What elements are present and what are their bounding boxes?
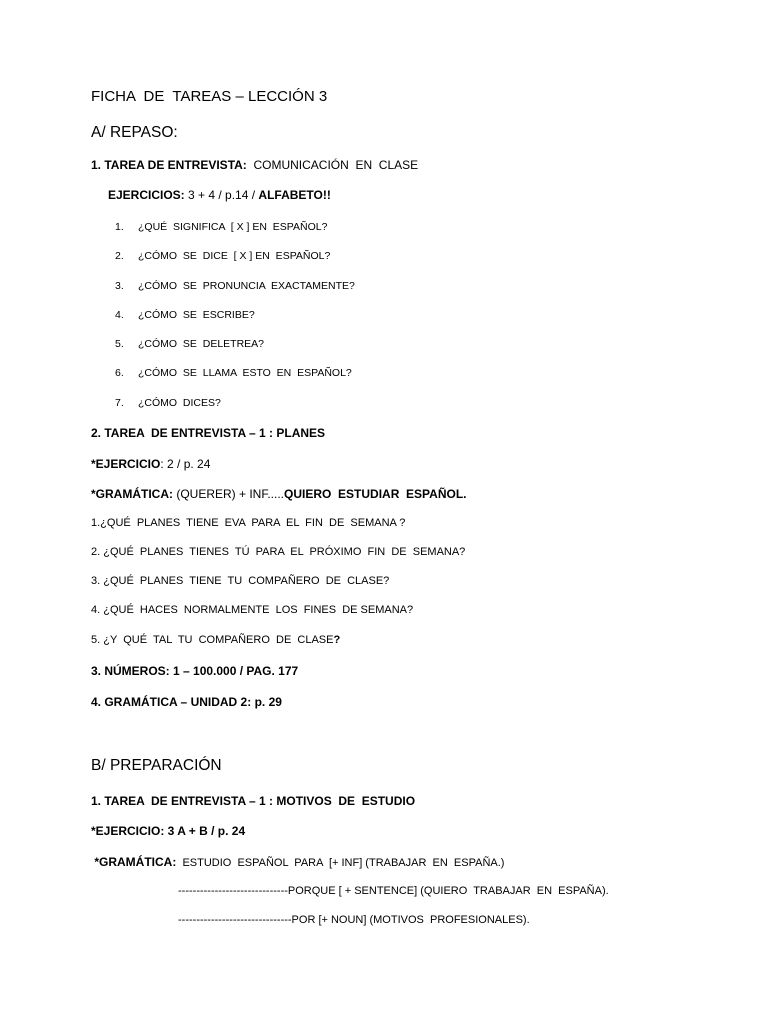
task-2-heading: 2. TAREA DE ENTREVISTA – 1 : PLANES (91, 426, 326, 440)
grammar-b-label: *GRAMÁTICA: (91, 855, 177, 869)
task-1-text: COMUNICACIÓN EN CLASE (246, 158, 419, 172)
exercises-bold-tail: ALFABETO!! (258, 188, 331, 202)
question-text: ¿CÓMO DICES? (138, 397, 221, 409)
question-text: ¿QUÉ SIGNIFICA [ X ] EN ESPAÑOL? (138, 221, 328, 233)
plan-question: 4. ¿QUÉ HACES NORMALMENTE LOS FINES DE SEMANA? (91, 604, 414, 616)
question-text: ¿CÓMO SE ESCRIBE? (138, 309, 255, 321)
plan-question: 3. ¿QUÉ PLANES TIENE TU COMPAÑERO DE CLASE? (91, 575, 390, 587)
grammar-label: *GRAMÁTICA: (91, 487, 173, 501)
question-number: 2. (115, 250, 124, 262)
question-text: ¿CÓMO SE DELETREA? (138, 338, 265, 350)
section-a-heading: A/ REPASO: (91, 124, 178, 141)
question-text: ¿CÓMO SE PRONUNCIA EXACTAMENTE? (138, 280, 355, 292)
question-number: 6. (115, 367, 124, 379)
grammar-text: (QUERER) + INF..... (173, 487, 285, 501)
task-1-label: 1. TAREA DE ENTREVISTA: (91, 158, 247, 172)
exercise-b-heading: *EJERCICIO: 3 A + B / p. 24 (91, 824, 246, 838)
task-1-line (91, 159, 418, 171)
exercise-2-label: *EJERCICIO (91, 457, 161, 471)
plan-question: 1.¿QUÉ PLANES TIENE EVA PARA EL FIN DE SEMANA ? (91, 517, 406, 529)
plan-question-text: 5. ¿Y QUÉ TAL TU COMPAÑERO DE CLASE (91, 634, 334, 646)
exercises-line (108, 189, 331, 201)
question-number: 3. (115, 280, 124, 292)
porque-line: ------------------------------PORQUE [ + SENTENCE] (QUIERO TRABAJAR EN ESPAÑA). (178, 885, 609, 897)
por-line: -------------------------------POR [+ NOUN] (MOTIVOS PROFESIONALES). (178, 914, 530, 926)
grammar-b-line (91, 856, 504, 869)
grammar-b-text: ESTUDIO ESPAÑOL PARA [+ INF] (TRABAJAR EN ESPAÑA.) (176, 857, 505, 869)
question-number: 7. (115, 397, 124, 409)
exercise-2-text: : 2 / p. 24 (160, 457, 211, 471)
task-b1-heading: 1. TAREA DE ENTREVISTA – 1 : MOTIVOS DE ESTUDIO (91, 794, 416, 808)
page-title: FICHA DE TAREAS – LECCIÓN 3 (91, 88, 328, 105)
section-b-heading: B/ PREPARACIÓN (91, 757, 222, 774)
plan-question (91, 635, 340, 646)
exercises-label: EJERCICIOS: (108, 188, 185, 202)
plan-question: 2. ¿QUÉ PLANES TIENES TÚ PARA EL PRÓXIMO FIN DE SEMANA? (91, 546, 466, 558)
plan-question-mark: ? (333, 634, 341, 646)
question-number: 4. (115, 309, 124, 321)
exercise-2-line (91, 458, 210, 470)
grammar-unit-heading: 4. GRAMÁTICA – UNIDAD 2: p. 29 (91, 695, 282, 709)
numbers-heading: 3. NÚMEROS: 1 – 100.000 / PAG. 177 (91, 664, 299, 678)
exercises-text: 3 + 4 / p.14 / (184, 188, 259, 202)
question-number: 5. (115, 338, 124, 350)
question-number: 1. (115, 221, 124, 233)
grammar-line (91, 488, 466, 500)
grammar-bold-tail: QUIERO ESTUDIAR ESPAÑOL. (284, 487, 467, 501)
question-text: ¿CÓMO SE DICE [ X ] EN ESPAÑOL? (138, 250, 331, 262)
question-text: ¿CÓMO SE LLAMA ESTO EN ESPAÑOL? (138, 367, 352, 379)
